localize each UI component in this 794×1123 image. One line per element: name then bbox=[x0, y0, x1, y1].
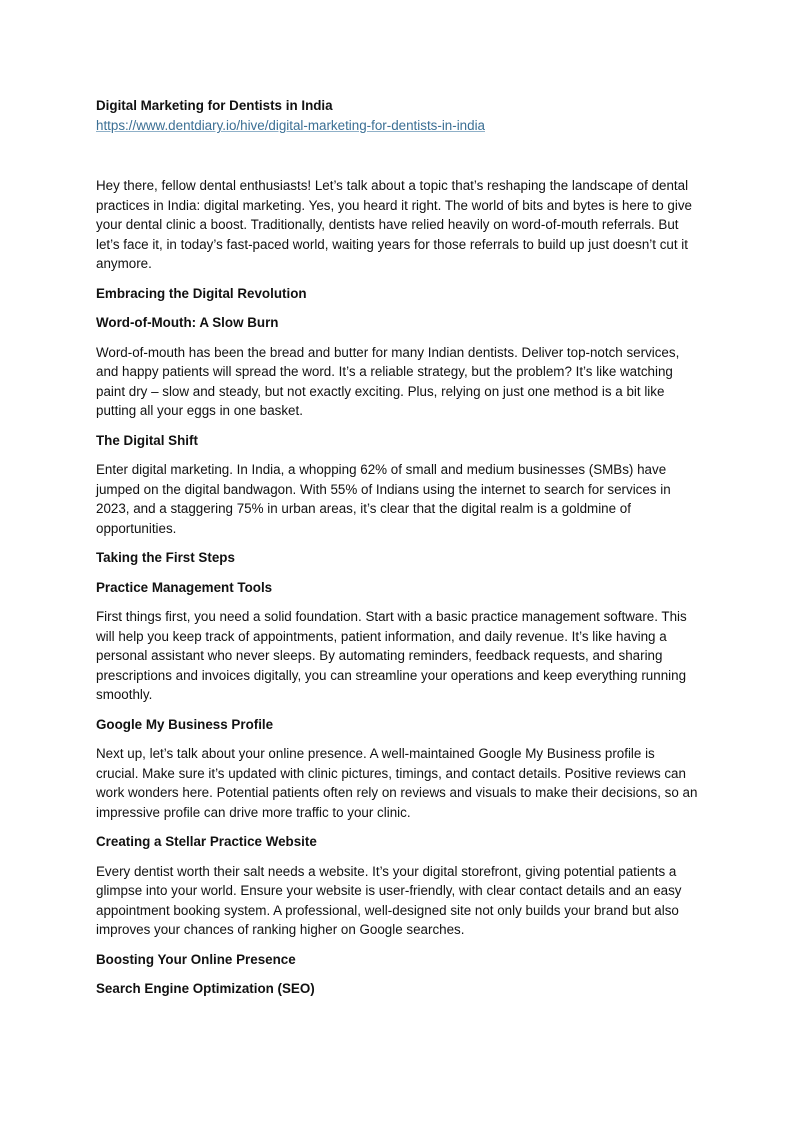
heading-first-steps: Taking the First Steps bbox=[96, 550, 235, 565]
heading-google-my-business: Google My Business Profile bbox=[96, 716, 274, 732]
paragraph-google-my-business: Next up, let’s talk about your online presence. A well-maintained Google My Business profile is crucial. Make sure it’s updated with clinic pictures, timings, and contact details. Positive reviews can work wonders here. Potential patients often rely on reviews and visuals to make their decisions, so an impressive profile can drive more traffic to your clinic. bbox=[96, 746, 698, 820]
heading-boosting-online-presence: Boosting Your Online Presence bbox=[96, 951, 296, 967]
paragraph-practice-management-tools: First things first, you need a solid foundation. Start with a basic practice management software. This will help you keep track of appointments, patient information, and daily revenue. It’s like having a personal assistant who never sleeps. By automating reminders, feedback requests, and sharing prescriptions and invoices digitally, you can streamline your operations and keep everything running smoothly. bbox=[96, 609, 687, 702]
intro-paragraph: Hey there, fellow dental enthusiasts! Let’s talk about a topic that’s reshaping the landscape of dental practices in India: digital marketing. Yes, you heard it right. The world of bits and bytes is here to give your dental clinic a boost. Traditionally, dentists have relied heavily on word-of-mouth referrals. But let’s face it, in today’s fast-paced world, waiting years for those referrals to build up just doesn’t cut it anymore. bbox=[96, 178, 692, 271]
heading-digital-shift: The Digital Shift bbox=[96, 432, 198, 448]
heading-embracing-digital-revolution: Embracing the Digital Revolution bbox=[96, 285, 307, 301]
document-page bbox=[96, 96, 700, 1009]
paragraph-practice-website: Every dentist worth their salt needs a website. It’s your digital storefront, giving potential patients a glimpse into your world. Ensure your website is user-friendly, with clear contact details and an easy appointment booking system. A professional, well-designed site not only builds your brand but also improves your chances of ranking higher on Google searches. bbox=[96, 863, 682, 937]
document-title: Digital Marketing for Dentists in India bbox=[96, 98, 333, 113]
heading-practice-website: Creating a Stellar Practice Website bbox=[96, 834, 317, 849]
heading-seo: Search Engine Optimization (SEO) bbox=[96, 981, 315, 996]
heading-practice-management-tools: Practice Management Tools bbox=[96, 579, 273, 595]
heading-word-of-mouth: Word-of-Mouth: A Slow Burn bbox=[96, 315, 279, 330]
paragraph-digital-shift: Enter digital marketing. In India, a whopping 62% of small and medium businesses (SMBs) have jumped on the digital bandwagon. With 55% of Indians using the internet to search for services in 2023, and a staggering 75% in urban areas, it’s clear that the digital realm is a goldmine of opportunities. bbox=[96, 462, 671, 536]
paragraph-word-of-mouth: Word-of-mouth has been the bread and butter for many Indian dentists. Deliver top-notch services, and happy patients will spread the word. It’s a reliable strategy, but the problem? It’s like watching paint dry – slow and steady, but not exactly exciting. Plus, relying on just one method is a bit like putting all your eggs in one basket. bbox=[96, 344, 680, 418]
source-link[interactable]: https://www.dentdiary.io/hive/digital-marketing-for-dentists-in-india bbox=[96, 118, 485, 133]
